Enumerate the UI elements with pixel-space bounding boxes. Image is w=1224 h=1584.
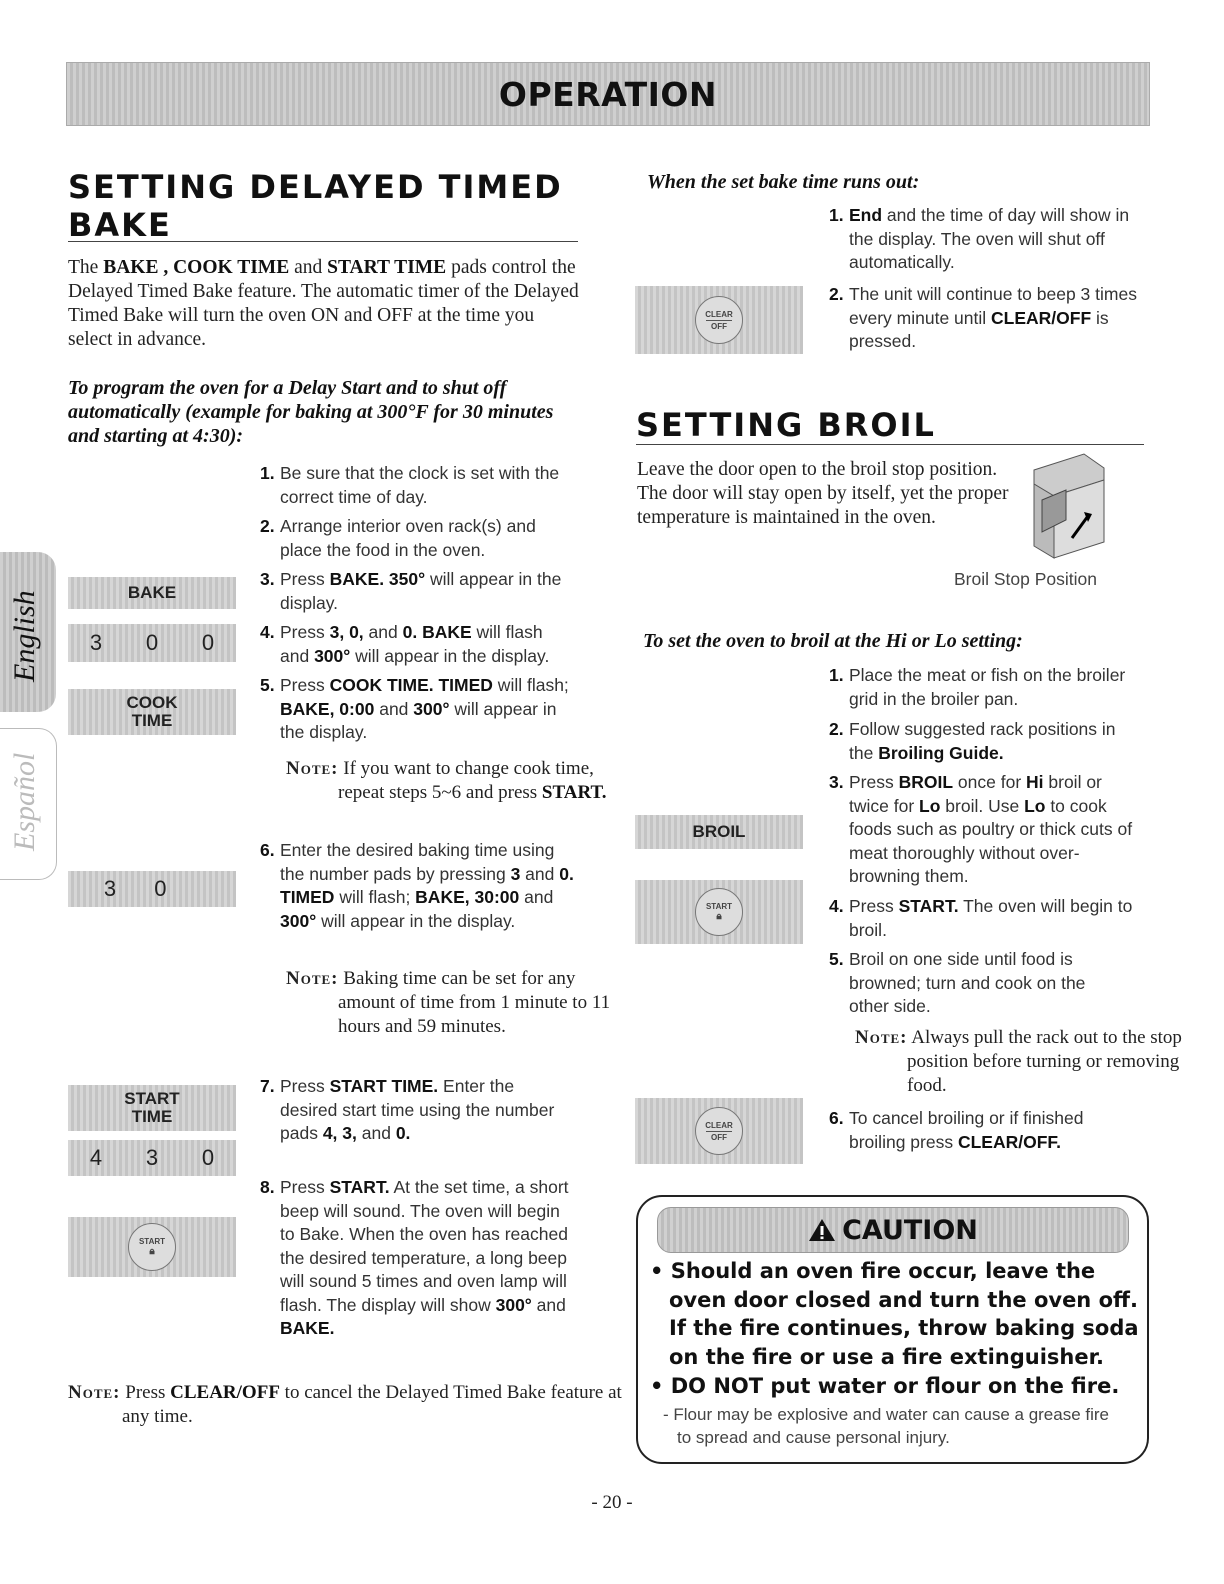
lock-icon: 🔒︎ <box>716 911 722 922</box>
clear-pad-panel-2 <box>635 1098 803 1164</box>
start-pad-panel <box>68 1217 236 1277</box>
start-button[interactable]: START 🔒︎ <box>128 1223 176 1271</box>
warning-icon <box>808 1217 836 1243</box>
digit-pad[interactable]: 3 <box>103 876 117 901</box>
caution-bullet-1: • Should an oven fire occur, leave the oven door closed and turn the oven off. If the fire continues, throw baking soda on the fire or use a fire extinguisher. <box>650 1259 1139 1369</box>
step-1: 1. Be sure that the clock is set with the correct time of day. <box>260 463 560 507</box>
broil-pad[interactable]: BROIL <box>635 815 803 849</box>
banner-title: OPERATION <box>498 75 718 114</box>
start-pad-panel-2 <box>635 880 803 944</box>
cook-time-pad[interactable]: COOK TIME <box>68 689 236 735</box>
digit-pad[interactable]: 0 <box>145 630 159 655</box>
oven-door-illustration <box>1014 450 1106 568</box>
section-banner <box>66 62 1150 126</box>
bake-end-step-2: 2. The unit will continue to beep 3 times every minute until CLEAR/OFF is pressed. <box>829 284 1137 351</box>
page-number: - 20 - <box>591 1492 633 1513</box>
clear-pad-panel-1 <box>635 286 803 354</box>
broil-stop-caption: Broil Stop Position <box>954 569 1097 589</box>
broil-subhead: To set the oven to broil at the Hi or Lo setting: <box>643 630 1023 652</box>
delayed-bake-intro: The BAKE , COOK TIME and START TIME pads control the Delayed Timed Bake feature. The automatic timer of the Delayed Timed Bake will turn the oven ON and OFF at the time you select in advance. <box>68 257 579 350</box>
note-change-cook-time: Note: If you want to change cook time, repeat steps 5~6 and press START. <box>286 758 607 803</box>
clear-off-button[interactable]: CLEAR OFF <box>695 296 743 344</box>
broil-intro: Leave the door open to the broil stop position. The door will stay open by itself, yet the proper temperature is maintained in the oven. <box>637 459 1009 528</box>
step-4: 4. Press 3, 0, and 0. BAKE will flash and 300° will appear in the display. <box>260 622 550 666</box>
tab-espanol-label: Español <box>8 752 41 851</box>
title-rule <box>68 241 578 242</box>
note-baking-time-range: Note: Baking time can be set for any amount of time from 1 minute to 11 hours and 59 minutes. <box>286 968 611 1037</box>
start-time-pad[interactable]: START TIME <box>68 1085 236 1131</box>
clear-off-button[interactable]: CLEAR OFF <box>695 1107 743 1155</box>
digit-pad[interactable]: 0 <box>201 630 215 655</box>
tab-english-label: English <box>8 590 41 682</box>
step-6: 6. Enter the desired baking time using the number pads by pressing 3 and 0. TIMED will flash; BAKE, 30:00 and 300° will appear in the display. <box>260 840 574 931</box>
lock-icon: 🔒︎ <box>149 1246 155 1257</box>
delayed-bake-subhead: To program the oven for a Delay Start and to shut off automatically (example for baking at 300°F for 30 minutes and starting at 4:30): <box>68 377 554 447</box>
digit-pads-30[interactable] <box>68 871 236 907</box>
broil-step-3: 3. Press BROIL once for Hi broil or twice for Lo broil. Use Lo to cook foods such as poultry or thick cuts of meat thoroughly without over-browning them. <box>829 772 1133 886</box>
digit-pads-430[interactable] <box>68 1140 236 1176</box>
step-7: 7. Press START TIME. Enter the desired start time using the number pads 4, 3, and 0. <box>260 1076 555 1143</box>
broil-title: SETTING BROIL <box>636 406 936 444</box>
start-button[interactable]: START 🔒︎ <box>695 888 743 936</box>
digit-pads-300[interactable] <box>68 624 236 662</box>
caution-header <box>657 1207 1129 1253</box>
step-2: 2. Arrange interior oven rack(s) and place the food in the oven. <box>260 516 536 560</box>
digit-pad[interactable]: 3 <box>89 630 103 655</box>
tab-espanol[interactable] <box>0 728 57 880</box>
bake-pad[interactable]: BAKE <box>68 577 236 609</box>
tab-english[interactable] <box>0 552 56 712</box>
broil-step-5: 5. Broil on one side until food is browned; turn and cook on the other side. <box>829 949 1086 1016</box>
broil-step-4: 4. Press START. The oven will begin to broil. <box>829 896 1133 940</box>
step-3: 3. Press BAKE. 350° will appear in the display. <box>260 569 562 613</box>
digit-pad[interactable]: 4 <box>89 1145 103 1170</box>
caution-bullet-2: • DO NOT put water or flour on the fire. <box>650 1374 1120 1398</box>
bake-end-step-1: 1. End and the time of day will show in the display. The oven will shut off automatically. <box>829 205 1130 272</box>
digit-pad[interactable]: 3 <box>145 1145 159 1170</box>
digit-pad[interactable]: 0 <box>201 1145 215 1170</box>
broil-step-1: 1. Place the meat or fish on the broiler grid in the broiler pan. <box>829 665 1126 709</box>
broil-step-6: 6. To cancel broiling or if finished broiling press CLEAR/OFF. <box>829 1108 1084 1152</box>
note-broil-rack: Note: Always pull the rack out to the stop position before turning or removing food. <box>855 1027 1182 1096</box>
bake-end-subhead: When the set bake time runs out: <box>647 171 920 193</box>
digit-pad[interactable]: 0 <box>154 876 167 901</box>
broil-title-rule <box>636 444 1144 445</box>
caution-sub: - Flour may be explosive and water can cause a grease fire to spread and cause personal injury. <box>663 1405 1110 1447</box>
note-cancel-delayed: Note: Press CLEAR/OFF to cancel the Delayed Timed Bake feature at any time. <box>68 1382 622 1427</box>
step-8: 8. Press START. At the set time, a short beep will sound. The oven will begin to Bake. When the oven has reached the desired temperature, a long beep will sound 5 times and oven lamp will flash. The display will show 300° and BAKE. <box>260 1177 569 1338</box>
step-5: 5. Press COOK TIME. TIMED will flash; BAKE, 0:00 and 300° will appear in the display. <box>260 675 569 742</box>
delayed-bake-title: SETTING DELAYED TIMED BAKE <box>68 168 563 244</box>
caution-title: CAUTION <box>842 1214 978 1246</box>
broil-step-2: 2. Follow suggested rack positions in the Broiling Guide. <box>829 719 1116 763</box>
